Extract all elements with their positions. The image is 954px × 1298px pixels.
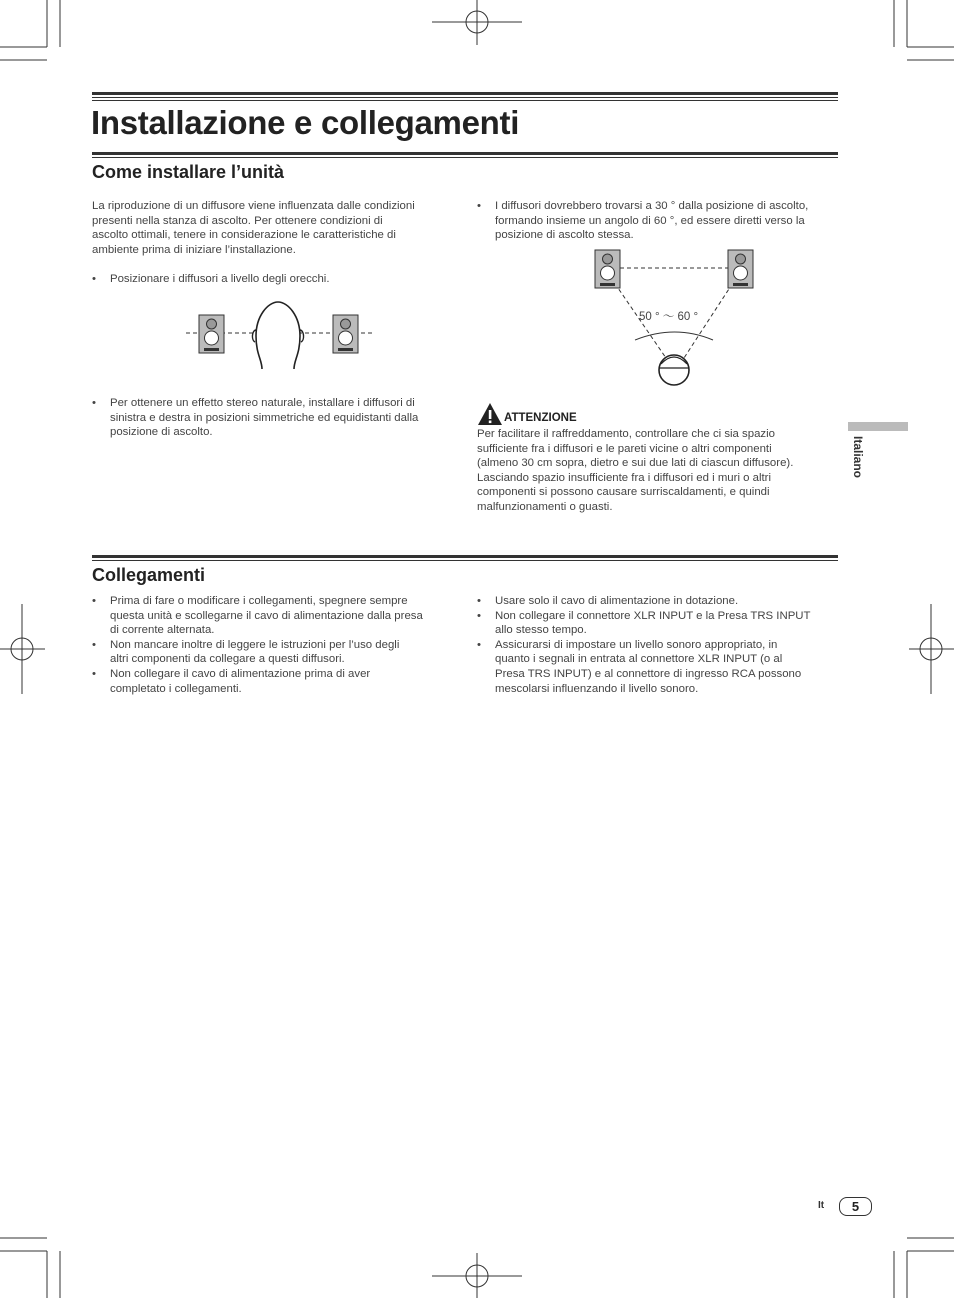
caution-line: Lasciando spazio insufficiente fra i diffusori ed i muri o altri — [477, 471, 771, 484]
bullet-line: Presa TRS INPUT) e al connettore di ingresso RCA possono — [495, 667, 802, 680]
bullet-line: Non collegare il cavo di alimentazione prima di aver — [110, 667, 371, 680]
list-item — [477, 638, 845, 696]
angle-label: 50 ° ～ 60 ° — [639, 311, 699, 323]
intro-line: ascolto ottimali, tenere in considerazione le caratteristiche di — [92, 229, 396, 242]
connections-left-list — [92, 594, 462, 696]
section-rule-thin — [92, 560, 838, 561]
bullet-line: allo stesso tempo. — [495, 624, 587, 637]
bullet-line: di corrente alternata. — [110, 624, 215, 637]
language-tab-label: Italiano — [851, 436, 865, 479]
list-item — [477, 594, 845, 609]
list-item — [92, 667, 462, 696]
page-number: 5 — [839, 1197, 872, 1216]
bullet-line: mescolarsi influenzando il livello sonoro. — [495, 682, 699, 695]
bullet-dot: • — [477, 638, 481, 651]
bullet-line: posizione di ascolto. — [110, 426, 213, 439]
section-rule — [92, 152, 838, 155]
intro-line: La riproduzione di un diffusore viene influenzata dalle condizioni — [92, 200, 415, 212]
list-item — [92, 594, 462, 638]
title-rule-thin — [92, 100, 838, 101]
bullet-line: Non mancare inoltre di leggere le istruzioni per l’uso degli — [110, 638, 400, 651]
bullet-text: Posizionare i diffusori a livello degli orecchi. — [110, 273, 330, 285]
caution-line: (almeno 30 cm sopra, dietro e sui due lati di ciascun diffusore). — [477, 457, 794, 470]
bullet-dot: • — [477, 595, 481, 607]
connections-right-list — [477, 594, 845, 696]
caution-line: Per facilitare il raffreddamento, controllare che ci sia spazio — [477, 428, 775, 440]
caution-text — [477, 427, 839, 515]
section-rule — [92, 555, 838, 558]
caution-line: sufficiente fra i diffusori e le pareti vicine o altri componenti — [477, 442, 772, 455]
caution-line: componenti si possono causare surriscaldamenti, e quindi — [477, 486, 770, 499]
section-rule-thin — [92, 157, 838, 158]
caution-line: malfunzionamenti o guasti. — [477, 500, 613, 513]
bullet-line: completato i collegamenti. — [110, 682, 242, 695]
language-tab — [848, 422, 908, 431]
bullet-line: Non collegare il connettore XLR INPUT e la Presa TRS INPUT — [495, 609, 811, 622]
title-rule-thin — [92, 97, 838, 98]
bullet-line: I diffusori dovrebbero trovarsi a 30 ° dalla posizione di ascolto, — [495, 200, 809, 212]
bullet-line: formando insieme un angolo di 60 °, ed essere diretti verso la — [495, 214, 805, 227]
bullet-line: questa unità e scollegarne il cavo di alimentazione dalla presa — [110, 609, 423, 622]
bullet-line: quanto i segnali in entrata al connettore XLR INPUT (o al — [495, 653, 783, 666]
list-item — [92, 638, 462, 667]
bullet-line: posizione di ascolto stessa. — [495, 229, 634, 242]
bullet-line: sinistra e destra in posizioni simmetriche ed equidistanti dalla — [110, 411, 419, 424]
title-rule-thick — [92, 92, 838, 95]
bullet-line: Prima di fare o modificare i collegamenti, spegnere sempre — [110, 595, 408, 607]
bullet-line: Usare solo il cavo di alimentazione in dotazione. — [495, 595, 739, 607]
bullet-dot: • — [92, 273, 96, 285]
bullet-symmetric — [92, 396, 460, 440]
footer-language-code: It — [818, 1200, 825, 1211]
ear-level-diagram — [180, 296, 380, 376]
page-title: Installazione e collegamenti — [91, 104, 520, 141]
bullet-line: Assicurarsi di impostare un livello sonoro appropriato, in — [495, 638, 778, 651]
bullet-line: Per ottenere un effetto stereo naturale, installare i diffusori di — [110, 397, 415, 409]
bullet-dot: • — [477, 200, 481, 212]
bullet-ear-level — [92, 272, 460, 287]
bullet-dot: • — [477, 609, 481, 622]
intro-line: presenti nella stanza di ascolto. Per ottenere condizioni di — [92, 214, 383, 227]
intro-paragraph — [92, 199, 462, 257]
bullet-dot: • — [92, 595, 96, 607]
intro-line: ambiente prima di iniziare l’installazione. — [92, 243, 296, 256]
bullet-dot: • — [92, 397, 96, 409]
list-item — [477, 609, 845, 638]
caution-label: ATTENZIONE — [504, 412, 577, 424]
bullet-dot: • — [92, 667, 96, 680]
bullet-angle — [477, 199, 840, 243]
section-title-connections: Collegamenti — [92, 565, 206, 585]
section-title-installation: Come installare l’unità — [92, 162, 285, 182]
bullet-dot: • — [92, 638, 96, 651]
warning-icon — [477, 402, 503, 426]
bullet-line: altri componenti da collegare a questi diffusori. — [110, 653, 345, 666]
